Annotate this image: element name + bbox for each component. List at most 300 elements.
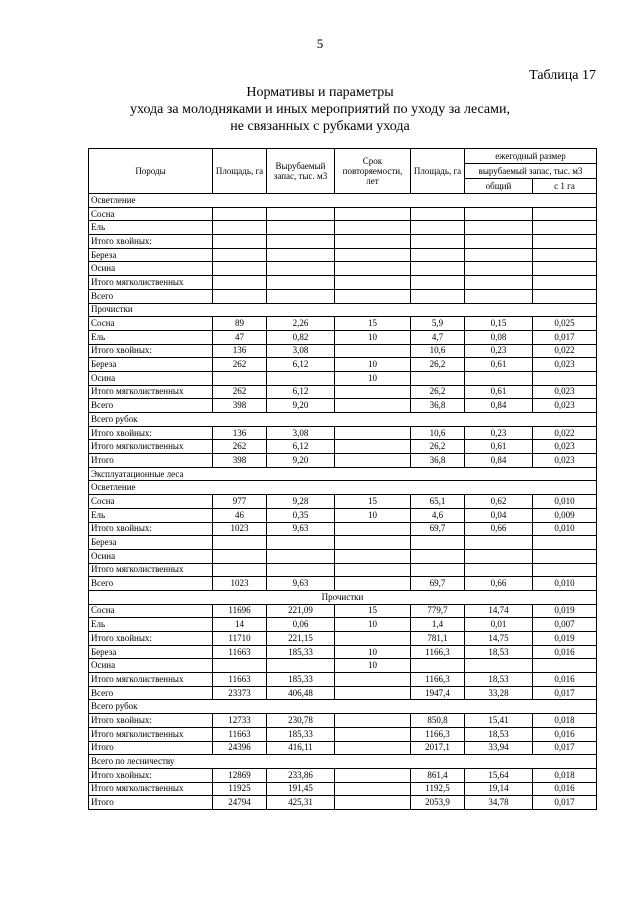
section-row [89, 481, 597, 495]
table-cell [335, 262, 411, 276]
table-cell: 0,017 [533, 330, 597, 344]
table-cell: 0,08 [465, 330, 533, 344]
row-label: Ель [89, 221, 213, 235]
table-cell [533, 235, 597, 249]
table-cell: 0,023 [533, 454, 597, 468]
table-cell [533, 276, 597, 290]
table-cell: 12869 [213, 768, 267, 782]
table-cell: 0,23 [465, 344, 533, 358]
table-cell [411, 262, 465, 276]
section-row [89, 467, 597, 481]
table-cell [465, 563, 533, 577]
table-cell: 0,019 [533, 632, 597, 646]
table-cell: 5,9 [411, 317, 465, 331]
table-cell [335, 344, 411, 358]
row-label: Итого хвойных: [89, 714, 213, 728]
table-cell: 0,017 [533, 796, 597, 810]
table-cell: 0,025 [533, 317, 597, 331]
table-cell: 0,009 [533, 508, 597, 522]
section-row [89, 700, 597, 714]
table-row [89, 577, 597, 591]
table-cell [411, 276, 465, 290]
table-cell: 0,01 [465, 618, 533, 632]
row-label: Береза [89, 536, 213, 550]
row-label: Итого [89, 454, 213, 468]
table-cell: 0,61 [465, 358, 533, 372]
table-cell: 14,75 [465, 632, 533, 646]
table-cell [411, 659, 465, 673]
table-cell: 9,63 [267, 577, 335, 591]
table-cell [267, 659, 335, 673]
row-label: Ель [89, 618, 213, 632]
page-number: 5 [316, 36, 324, 51]
table-cell: 11663 [213, 673, 267, 687]
table-cell [335, 522, 411, 536]
table-cell [335, 399, 411, 413]
table-cell: 4,6 [411, 508, 465, 522]
table-cell [465, 276, 533, 290]
table-cell: 0,06 [267, 618, 335, 632]
header-total: общий [465, 179, 533, 194]
table-cell [213, 221, 267, 235]
table-cell: 14,74 [465, 604, 533, 618]
table-cell: 1023 [213, 577, 267, 591]
table-cell: 15 [335, 495, 411, 509]
row-label: Итого мягколиственных [89, 782, 213, 796]
table-cell: 36,8 [411, 454, 465, 468]
table-cell: 34,78 [465, 796, 533, 810]
table-cell: 12733 [213, 714, 267, 728]
row-label: Ель [89, 330, 213, 344]
table-cell [335, 741, 411, 755]
row-label: Итого [89, 741, 213, 755]
row-label: Итого мягколиственных [89, 385, 213, 399]
table-row [89, 686, 597, 700]
row-label: Сосна [89, 604, 213, 618]
table-cell: 11925 [213, 782, 267, 796]
table-cell: 0,018 [533, 768, 597, 782]
table-cell [335, 796, 411, 810]
table-cell: 136 [213, 344, 267, 358]
table-cell: 3,08 [267, 344, 335, 358]
title-line: не связанных с рубками ухода [230, 119, 410, 134]
table-cell [533, 262, 597, 276]
table-cell [411, 371, 465, 385]
table-cell: 19,14 [465, 782, 533, 796]
table-row [89, 330, 597, 344]
table-cell: 15 [335, 604, 411, 618]
table-cell: 861,4 [411, 768, 465, 782]
header-species: Породы [89, 149, 213, 194]
title-line: ухода за молодняками и иных мероприятий по уходу за лесами, [129, 102, 511, 117]
table-cell: 0,82 [267, 330, 335, 344]
row-label: Итого мягколиственных [89, 276, 213, 290]
table-cell [335, 248, 411, 262]
table-cell [213, 235, 267, 249]
table-row [89, 659, 597, 673]
table-cell: 0,010 [533, 522, 597, 536]
row-label: Сосна [89, 317, 213, 331]
table-cell [411, 549, 465, 563]
table-cell: 1166,3 [411, 673, 465, 687]
table-cell: 221,15 [267, 632, 335, 646]
table-cell: 46 [213, 508, 267, 522]
table-row [89, 440, 597, 454]
table-cell: 0,023 [533, 385, 597, 399]
table-cell [267, 207, 335, 221]
row-label: Всего [89, 399, 213, 413]
table-cell [465, 221, 533, 235]
table-cell: 0,017 [533, 741, 597, 755]
header-stock: Вырубаемый запас, тыс. м3 [267, 149, 335, 194]
table-cell [335, 632, 411, 646]
row-label: Ель [89, 508, 213, 522]
table-cell: 0,022 [533, 426, 597, 440]
table-cell: 0,016 [533, 673, 597, 687]
table-cell: 185,33 [267, 727, 335, 741]
table-cell: 0,66 [465, 577, 533, 591]
table-row [89, 221, 597, 235]
row-label: Итого хвойных: [89, 522, 213, 536]
table-label: Таблица 17 [529, 68, 596, 83]
table-cell: 262 [213, 385, 267, 399]
norms-table [88, 148, 597, 810]
table-cell: 24396 [213, 741, 267, 755]
table-cell: 0,019 [533, 604, 597, 618]
table-cell: 36,8 [411, 399, 465, 413]
table-cell [465, 235, 533, 249]
table-cell: 18,53 [465, 673, 533, 687]
table-cell [335, 426, 411, 440]
section-label: Осветление [89, 194, 597, 208]
table-row [89, 632, 597, 646]
table-row [89, 673, 597, 687]
table-cell: 221,09 [267, 604, 335, 618]
header-annual: ежегодный размер [465, 149, 597, 164]
table-cell: 406,48 [267, 686, 335, 700]
table-cell [533, 289, 597, 303]
table-cell [335, 207, 411, 221]
table-cell: 24794 [213, 796, 267, 810]
table-cell [533, 563, 597, 577]
table-cell: 47 [213, 330, 267, 344]
table-cell: 0,022 [533, 344, 597, 358]
table-cell: 1166,3 [411, 727, 465, 741]
table-cell [213, 563, 267, 577]
table-row [89, 768, 597, 782]
row-label: Береза [89, 248, 213, 262]
table-cell: 2053,9 [411, 796, 465, 810]
table-cell [465, 536, 533, 550]
table-cell [213, 371, 267, 385]
header-area: Площадь, га [213, 149, 267, 194]
table-cell [465, 207, 533, 221]
table-row [89, 248, 597, 262]
table-row [89, 508, 597, 522]
table-cell: 0,017 [533, 686, 597, 700]
table-cell: 1947,4 [411, 686, 465, 700]
section-label: Всего по лесничеству [89, 755, 597, 769]
row-label: Итого мягколиственных [89, 727, 213, 741]
table-cell [465, 289, 533, 303]
table-cell: 262 [213, 358, 267, 372]
table-row [89, 782, 597, 796]
table-row [89, 358, 597, 372]
table-cell: 233,86 [267, 768, 335, 782]
table-cell: 10 [335, 659, 411, 673]
table-row [89, 714, 597, 728]
table-row [89, 399, 597, 413]
table-row [89, 563, 597, 577]
table-cell [335, 385, 411, 399]
table-cell: 136 [213, 426, 267, 440]
table-cell: 262 [213, 440, 267, 454]
table-cell: 10,6 [411, 426, 465, 440]
table-cell: 10 [335, 618, 411, 632]
table-cell [411, 563, 465, 577]
table-cell [267, 221, 335, 235]
table-cell: 4,7 [411, 330, 465, 344]
table-cell: 1023 [213, 522, 267, 536]
row-label: Всего [89, 686, 213, 700]
table-cell: 10 [335, 330, 411, 344]
table-cell: 0,61 [465, 440, 533, 454]
table-cell: 0,84 [465, 399, 533, 413]
table-cell [213, 207, 267, 221]
table-cell: 10 [335, 371, 411, 385]
table-cell: 26,2 [411, 440, 465, 454]
table-cell [533, 221, 597, 235]
table-cell: 3,08 [267, 426, 335, 440]
table-cell: 0,007 [533, 618, 597, 632]
row-label: Итого мягколиственных [89, 673, 213, 687]
table-row [89, 645, 597, 659]
row-label: Всего [89, 289, 213, 303]
table-cell [335, 577, 411, 591]
table-cell: 10 [335, 358, 411, 372]
table-cell: 0,62 [465, 495, 533, 509]
row-label: Береза [89, 358, 213, 372]
table-row [89, 454, 597, 468]
table-row [89, 536, 597, 550]
table-cell [213, 659, 267, 673]
table-cell [213, 248, 267, 262]
table-cell: 398 [213, 399, 267, 413]
table-row [89, 495, 597, 509]
header-annual-stock: вырубаемый запас, тыс. м3 [465, 164, 597, 179]
table-cell: 89 [213, 317, 267, 331]
table-cell [335, 782, 411, 796]
row-label: Итого мягколиственных [89, 563, 213, 577]
table-cell: 0,016 [533, 727, 597, 741]
row-label: Итого мягколиственных [89, 440, 213, 454]
table-cell: 10,6 [411, 344, 465, 358]
row-label: Итого хвойных: [89, 768, 213, 782]
table-cell [411, 221, 465, 235]
table-row [89, 344, 597, 358]
row-label: Итого хвойных: [89, 426, 213, 440]
table-cell: 6,12 [267, 385, 335, 399]
row-label: Береза [89, 645, 213, 659]
table-cell [213, 289, 267, 303]
table-cell: 1166,3 [411, 645, 465, 659]
table-cell [335, 235, 411, 249]
table-cell: 191,45 [267, 782, 335, 796]
table-cell: 23373 [213, 686, 267, 700]
table-row [89, 604, 597, 618]
section-label: Осветление [89, 481, 597, 495]
table-cell [533, 536, 597, 550]
table-cell: 0,016 [533, 782, 597, 796]
row-label: Сосна [89, 207, 213, 221]
table-cell [411, 248, 465, 262]
table-cell [335, 673, 411, 687]
table-row [89, 796, 597, 810]
table-cell: 0,016 [533, 645, 597, 659]
table-cell: 2017,1 [411, 741, 465, 755]
table-cell [465, 262, 533, 276]
section-label: Прочистки [89, 590, 597, 604]
section-row [89, 413, 597, 427]
table-cell: 9,20 [267, 399, 335, 413]
table-cell [465, 659, 533, 673]
table-cell: 9,28 [267, 495, 335, 509]
table-cell [533, 248, 597, 262]
table-cell [411, 207, 465, 221]
table-cell [213, 536, 267, 550]
table-cell [213, 262, 267, 276]
table-cell: 0,04 [465, 508, 533, 522]
table-cell: 33,94 [465, 741, 533, 755]
table-row [89, 207, 597, 221]
table-cell: 850,8 [411, 714, 465, 728]
table-cell [267, 289, 335, 303]
table-cell [335, 536, 411, 550]
table-cell: 0,018 [533, 714, 597, 728]
table-cell: 14 [213, 618, 267, 632]
section-row [89, 590, 597, 604]
table-cell: 0,023 [533, 358, 597, 372]
table-cell: 15,41 [465, 714, 533, 728]
table-cell: 425,31 [267, 796, 335, 810]
row-label: Осина [89, 659, 213, 673]
table-cell: 0,35 [267, 508, 335, 522]
table-cell [335, 714, 411, 728]
table-cell: 6,12 [267, 440, 335, 454]
table-cell [267, 262, 335, 276]
table-cell: 781,1 [411, 632, 465, 646]
table-cell: 18,53 [465, 727, 533, 741]
header-period: Срок повторяемости, лет [335, 149, 411, 194]
section-label: Прочистки [89, 303, 597, 317]
table-cell [335, 727, 411, 741]
table-cell: 26,2 [411, 358, 465, 372]
table-cell [267, 248, 335, 262]
table-cell [267, 235, 335, 249]
title-line: Нормативы и параметры [246, 85, 394, 100]
table-cell [411, 235, 465, 249]
row-label: Итого [89, 796, 213, 810]
table-cell: 398 [213, 454, 267, 468]
table-cell: 6,12 [267, 358, 335, 372]
table-row [89, 385, 597, 399]
table-cell [335, 289, 411, 303]
section-row [89, 755, 597, 769]
table-cell: 33,28 [465, 686, 533, 700]
table-cell [533, 371, 597, 385]
table-row [89, 549, 597, 563]
table-row [89, 522, 597, 536]
table-cell [465, 248, 533, 262]
table-cell [411, 289, 465, 303]
table-cell [267, 371, 335, 385]
table-cell: 0,66 [465, 522, 533, 536]
table-cell: 779,7 [411, 604, 465, 618]
table-cell [335, 549, 411, 563]
section-row [89, 194, 597, 208]
table-cell: 977 [213, 495, 267, 509]
table-cell: 0,023 [533, 440, 597, 454]
section-label: Эксплуатационные леса [89, 467, 597, 481]
row-label: Сосна [89, 495, 213, 509]
table-cell: 10 [335, 645, 411, 659]
row-label: Осина [89, 262, 213, 276]
section-label: Всего рубок [89, 413, 597, 427]
table-cell [267, 536, 335, 550]
table-cell: 9,20 [267, 454, 335, 468]
section-row [89, 303, 597, 317]
table-cell [533, 549, 597, 563]
table-row [89, 371, 597, 385]
table-row [89, 426, 597, 440]
table-row [89, 317, 597, 331]
header-per-ha: с 1 га [533, 179, 597, 194]
table-cell [335, 454, 411, 468]
table-row [89, 741, 597, 755]
table-title [0, 84, 640, 135]
row-label: Осина [89, 549, 213, 563]
table-cell: 0,010 [533, 495, 597, 509]
table-cell [335, 221, 411, 235]
table-cell [465, 549, 533, 563]
table-cell: 230,78 [267, 714, 335, 728]
table-cell: 185,33 [267, 673, 335, 687]
row-label: Итого хвойных: [89, 632, 213, 646]
table-cell [267, 549, 335, 563]
table-cell: 18,53 [465, 645, 533, 659]
table-cell: 69,7 [411, 522, 465, 536]
table-cell: 0,61 [465, 385, 533, 399]
table-cell [335, 563, 411, 577]
row-label: Итого хвойных: [89, 235, 213, 249]
table-cell: 1192,5 [411, 782, 465, 796]
table-cell [335, 276, 411, 290]
table-cell: 0,84 [465, 454, 533, 468]
table-cell: 11696 [213, 604, 267, 618]
table-cell: 0,023 [533, 399, 597, 413]
table-cell: 15,64 [465, 768, 533, 782]
table-cell: 185,33 [267, 645, 335, 659]
table-cell: 15 [335, 317, 411, 331]
table-cell [411, 536, 465, 550]
table-cell: 69,7 [411, 577, 465, 591]
table-cell [213, 549, 267, 563]
table-cell [267, 276, 335, 290]
table-row [89, 289, 597, 303]
header-area-annual: Площадь, га [411, 149, 465, 194]
table-cell [533, 207, 597, 221]
table-row [89, 727, 597, 741]
